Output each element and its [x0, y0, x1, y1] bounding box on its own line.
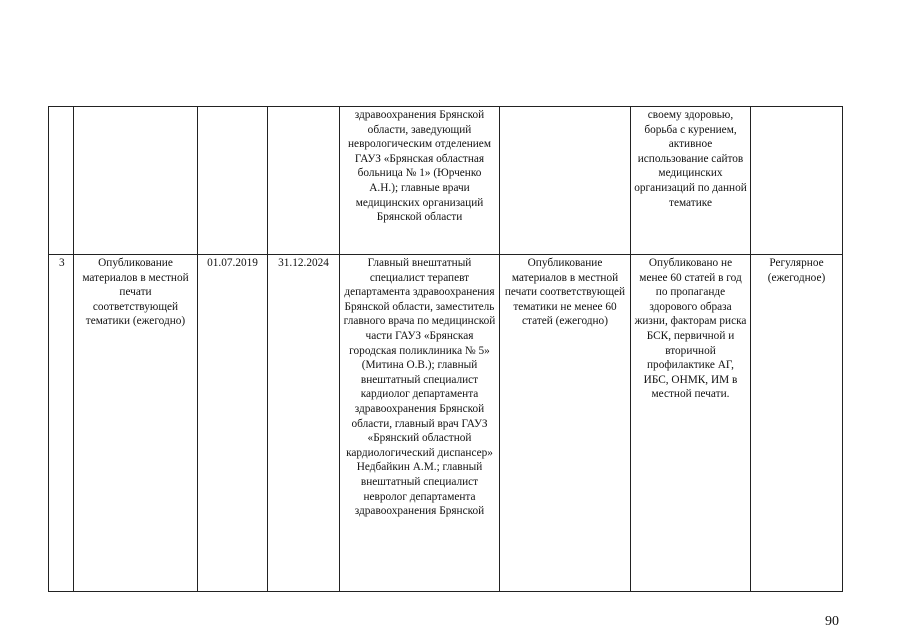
- cell-start-date: [198, 107, 268, 255]
- cell-frequency: [751, 107, 843, 255]
- cell-indicator: своему здоровью, борьба с курением, активное использование сайтов медицинских организаций по данной тематике: [631, 107, 751, 255]
- cell-responsible: Главный внештатный специалист терапевт департамента здравоохранения Брянской области, заместитель главного врача по медицинской части ГАУЗ «Брянская городская поликлиника № 5» (Митина О.В.); главный внештатный специалист кардиолог департамента здравоохранения Брянской области, главный врач ГАУЗ «Брянский областной кардиологический диспансер» Недбайкин А.М.; главный внештатный специалист невролог департамента здравоохранения Брянской: [340, 255, 500, 592]
- measures-table: [48, 106, 843, 592]
- cell-result: Опубликование материалов в местной печати соответствующей тематики не менее 60 статей (ежегодно): [500, 255, 631, 592]
- cell-frequency: Регулярное (ежегодное): [751, 255, 843, 592]
- cell-number: [49, 107, 74, 255]
- cell-end-date: 31.12.2024: [268, 255, 340, 592]
- cell-end-date: [268, 107, 340, 255]
- table-row-3: [49, 255, 843, 592]
- cell-measure-name: Опубликование материалов в местной печати соответствующей тематики (ежегодно): [74, 255, 198, 592]
- cell-start-date: 01.07.2019: [198, 255, 268, 592]
- cell-indicator: Опубликовано не менее 60 статей в год по пропаганде здорового образа жизни, факторам риска БСК, первичной и вторичной профилактике АГ, ИБС, ОНМК, ИМ в местной печати.: [631, 255, 751, 592]
- table-row-continuation: [49, 107, 843, 255]
- cell-number: 3: [49, 255, 74, 592]
- cell-responsible: здравоохранения Брянской области, заведующий неврологическим отделением ГАУЗ «Брянская областная больница № 1» (Юрченко А.Н.); главные врачи медицинских организаций Брянской области: [340, 107, 500, 255]
- page-number: 90: [825, 614, 839, 629]
- cell-measure-name: [74, 107, 198, 255]
- cell-result: [500, 107, 631, 255]
